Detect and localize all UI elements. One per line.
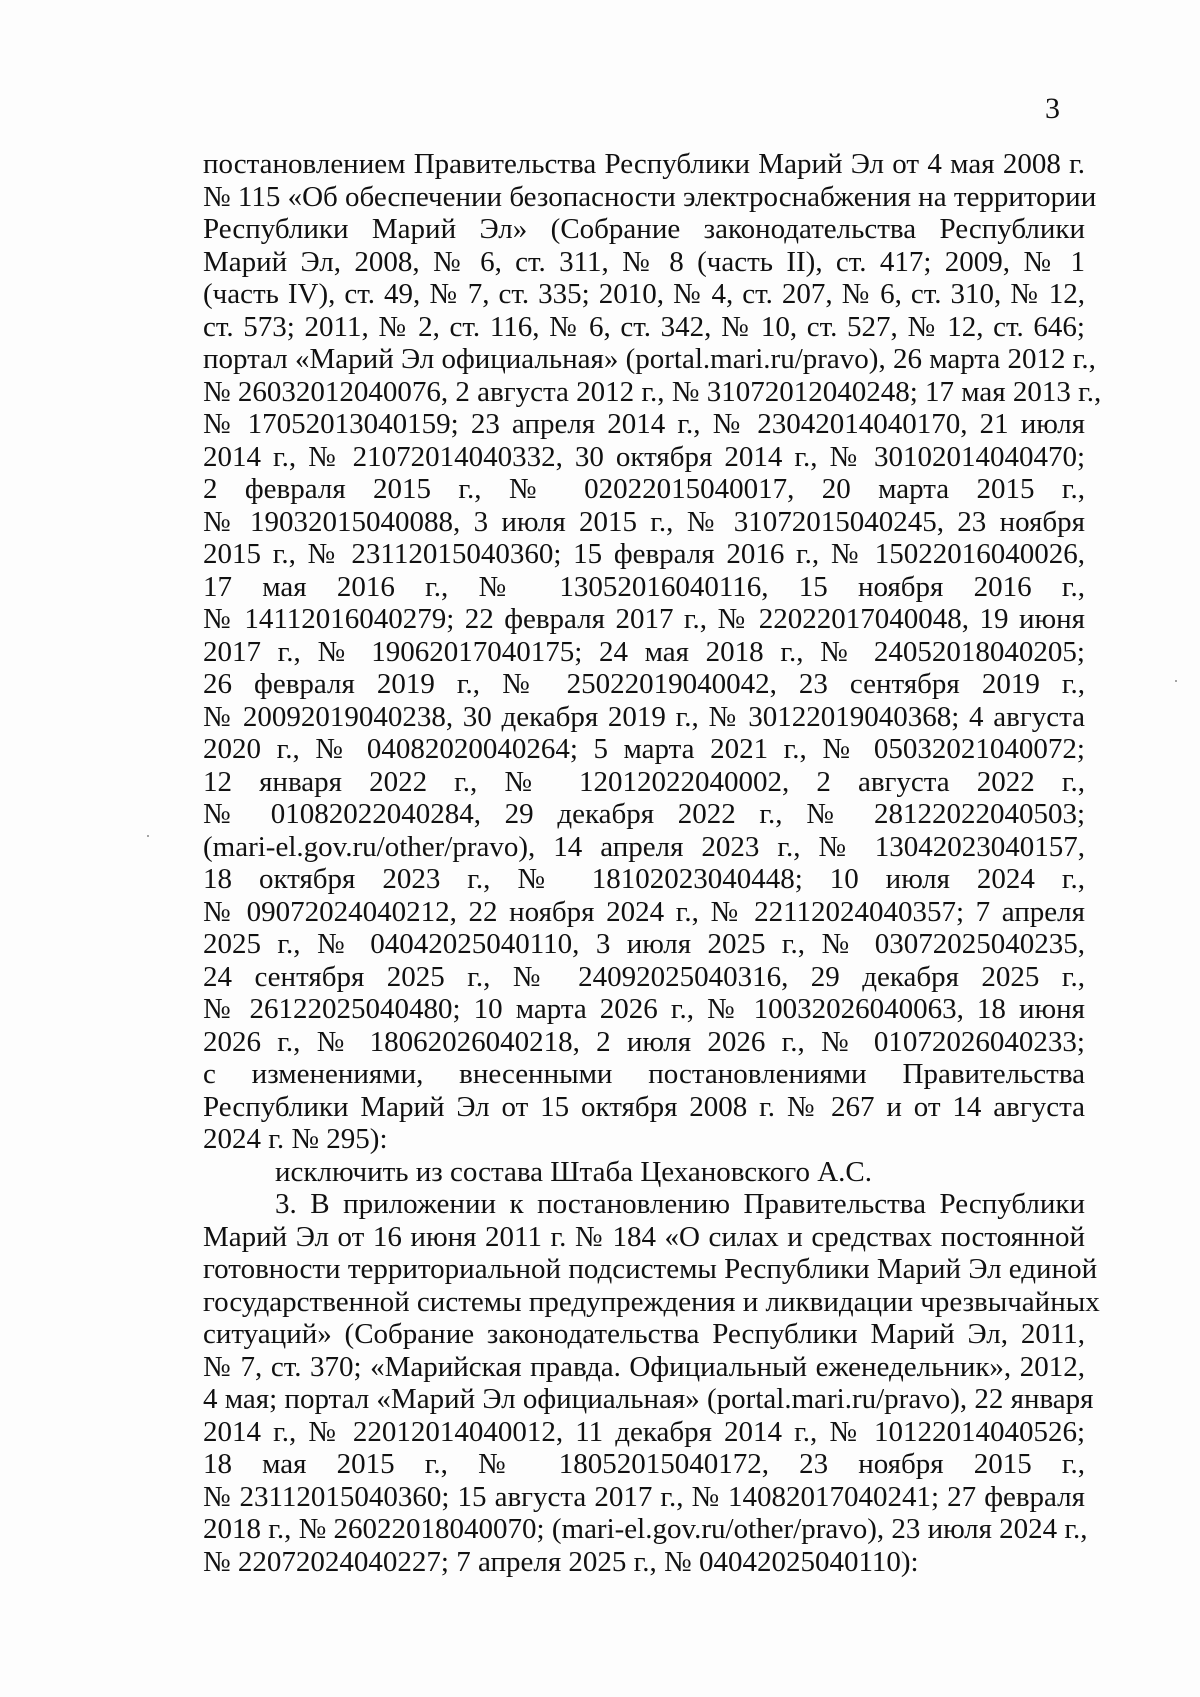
text-line: 2025 г., № 04042025040110, 3 июля 2025 г., № 03072025040235, xyxy=(203,928,1085,960)
text-line: 3. В приложении к постановлению Правительства Республики xyxy=(275,1188,1085,1220)
text-line: исключить из состава Штаба Цехановского А.С. xyxy=(275,1155,872,1188)
text-line: 24 сентября 2025 г., № 24092025040316, 29 декабря 2025 г., xyxy=(203,960,1085,993)
text-line: № 17052013040159; 23 апреля 2014 г., № 23042014040170, 21 июля xyxy=(203,408,1085,440)
paragraph-exclusion xyxy=(203,1156,1085,1189)
text-line: ст. 573; 2011, № 2, ст. 116, № 6, ст. 342, № 10, ст. 527, № 12, ст. 646; xyxy=(203,310,1085,343)
text-line: постановлением Правительства Республики Марий Эл от 4 мая 2008 г. xyxy=(203,148,1085,180)
text-line: 17 мая 2016 г., № 13052016040116, 15 ноября 2016 г., xyxy=(203,570,1085,603)
scan-speck xyxy=(147,835,149,837)
text-line: Республики Марий Эл» (Собрание законодательства Республики xyxy=(203,213,1085,245)
text-line: № 7, ст. 370; «Марийская правда. Официальный еженедельник», 2012, xyxy=(203,1350,1085,1383)
text-line: № 26032012040076, 2 августа 2012 г., № 31072012040248; 17 мая 2013 г., xyxy=(203,375,1102,408)
text-line: 26 февраля 2019 г., № 25022019040042, 23 сентября 2019 г., xyxy=(203,668,1085,700)
text-line: (mari-el.gov.ru/other/pravo), 14 апреля 2023 г., № 13042023040157, xyxy=(203,830,1085,863)
text-line: 2017 г., № 19062017040175; 24 мая 2018 г., № 24052018040205; xyxy=(203,635,1085,668)
text-line: 2026 г., № 18062026040218, 2 июля 2026 г., № 01072026040233; xyxy=(203,1025,1085,1058)
text-line: ситуаций» (Собрание законодательства Республики Марий Эл, 2011, xyxy=(203,1318,1085,1350)
text-line: 2020 г., № 04082020040264; 5 марта 2021 г., № 05032021040072; xyxy=(203,733,1085,765)
text-line: 4 мая; портал «Марий Эл официальная» (portal.mari.ru/pravo), 22 января xyxy=(203,1383,1094,1415)
text-line: государственной системы предупреждения и ликвидации чрезвычайных xyxy=(203,1285,1100,1318)
text-line: Марий Эл от 16 июня 2011 г. № 184 «О силах и средствах постоянной xyxy=(203,1220,1085,1253)
text-line: Республики Марий Эл от 15 октября 2008 г. № 267 и от 14 августа xyxy=(203,1090,1085,1123)
text-line: с изменениями, внесенными постановлениями Правительства xyxy=(203,1058,1085,1090)
text-line: 2014 г., № 21072014040332, 30 октября 2014 г., № 30102014040470; xyxy=(203,440,1085,473)
text-line: № 01082022040284, 29 декабря 2022 г., № 28122022040503; xyxy=(203,798,1085,830)
text-line: 2024 г. № 295): xyxy=(203,1123,388,1155)
document-body xyxy=(203,148,1102,1578)
paragraph-amendment-references xyxy=(203,148,1102,1156)
scan-speck xyxy=(1175,680,1177,682)
text-line: № 19032015040088, 3 июля 2015 г., № 31072015040245, 23 ноября xyxy=(203,505,1085,538)
text-line: 2015 г., № 23112015040360; 15 февраля 2016 г., № 15022016040026, xyxy=(203,538,1085,570)
text-line: № 09072024040212, 22 ноября 2024 г., № 22112024040357; 7 апреля xyxy=(203,895,1085,928)
text-line: 18 мая 2015 г., № 18052015040172, 23 ноября 2015 г., xyxy=(203,1448,1085,1480)
text-line: № 14112016040279; 22 февраля 2017 г., № 22022017040048, 19 июня xyxy=(203,603,1085,635)
text-line: № 20092019040238, 30 декабря 2019 г., № 30122019040368; 4 августа xyxy=(203,700,1085,733)
paragraph-item-3 xyxy=(203,1188,1100,1578)
text-line: 12 января 2022 г., № 12012022040002, 2 августа 2022 г., xyxy=(203,765,1085,798)
text-line: готовности территориальной подсистемы Республики Марий Эл единой xyxy=(203,1253,1098,1285)
text-line: № 26122025040480; 10 марта 2026 г., № 10032026040063, 18 июня xyxy=(203,993,1085,1025)
text-line: 18 октября 2023 г., № 18102023040448; 10 июля 2024 г., xyxy=(203,863,1085,895)
page-number: 3 xyxy=(1045,92,1060,125)
text-line: портал «Марий Эл официальная» (portal.mari.ru/pravo), 26 марта 2012 г., xyxy=(203,343,1096,375)
text-line: (часть IV), ст. 49, № 7, ст. 335; 2010, № 4, ст. 207, № 6, ст. 310, № 12, xyxy=(203,278,1085,310)
text-line: Марий Эл, 2008, № 6, ст. 311, № 8 (часть II), ст. 417; 2009, № 1 xyxy=(203,245,1085,278)
text-line: № 115 «Об обеспечении безопасности электроснабжения на территории xyxy=(203,180,1097,213)
text-line: 2014 г., № 22012014040012, 11 декабря 2014 г., № 10122014040526; xyxy=(203,1415,1085,1448)
text-line: 2 февраля 2015 г., № 02022015040017, 20 марта 2015 г., xyxy=(203,473,1085,505)
text-line: 2018 г., № 26022018040070; (mari-el.gov.ru/other/pravo), 23 июля 2024 г., xyxy=(203,1513,1088,1545)
text-line: № 23112015040360; 15 августа 2017 г., № 14082017040241; 27 февраля xyxy=(203,1480,1085,1513)
text-line: № 22072024040227; 7 апреля 2025 г., № 04042025040110): xyxy=(203,1545,919,1578)
